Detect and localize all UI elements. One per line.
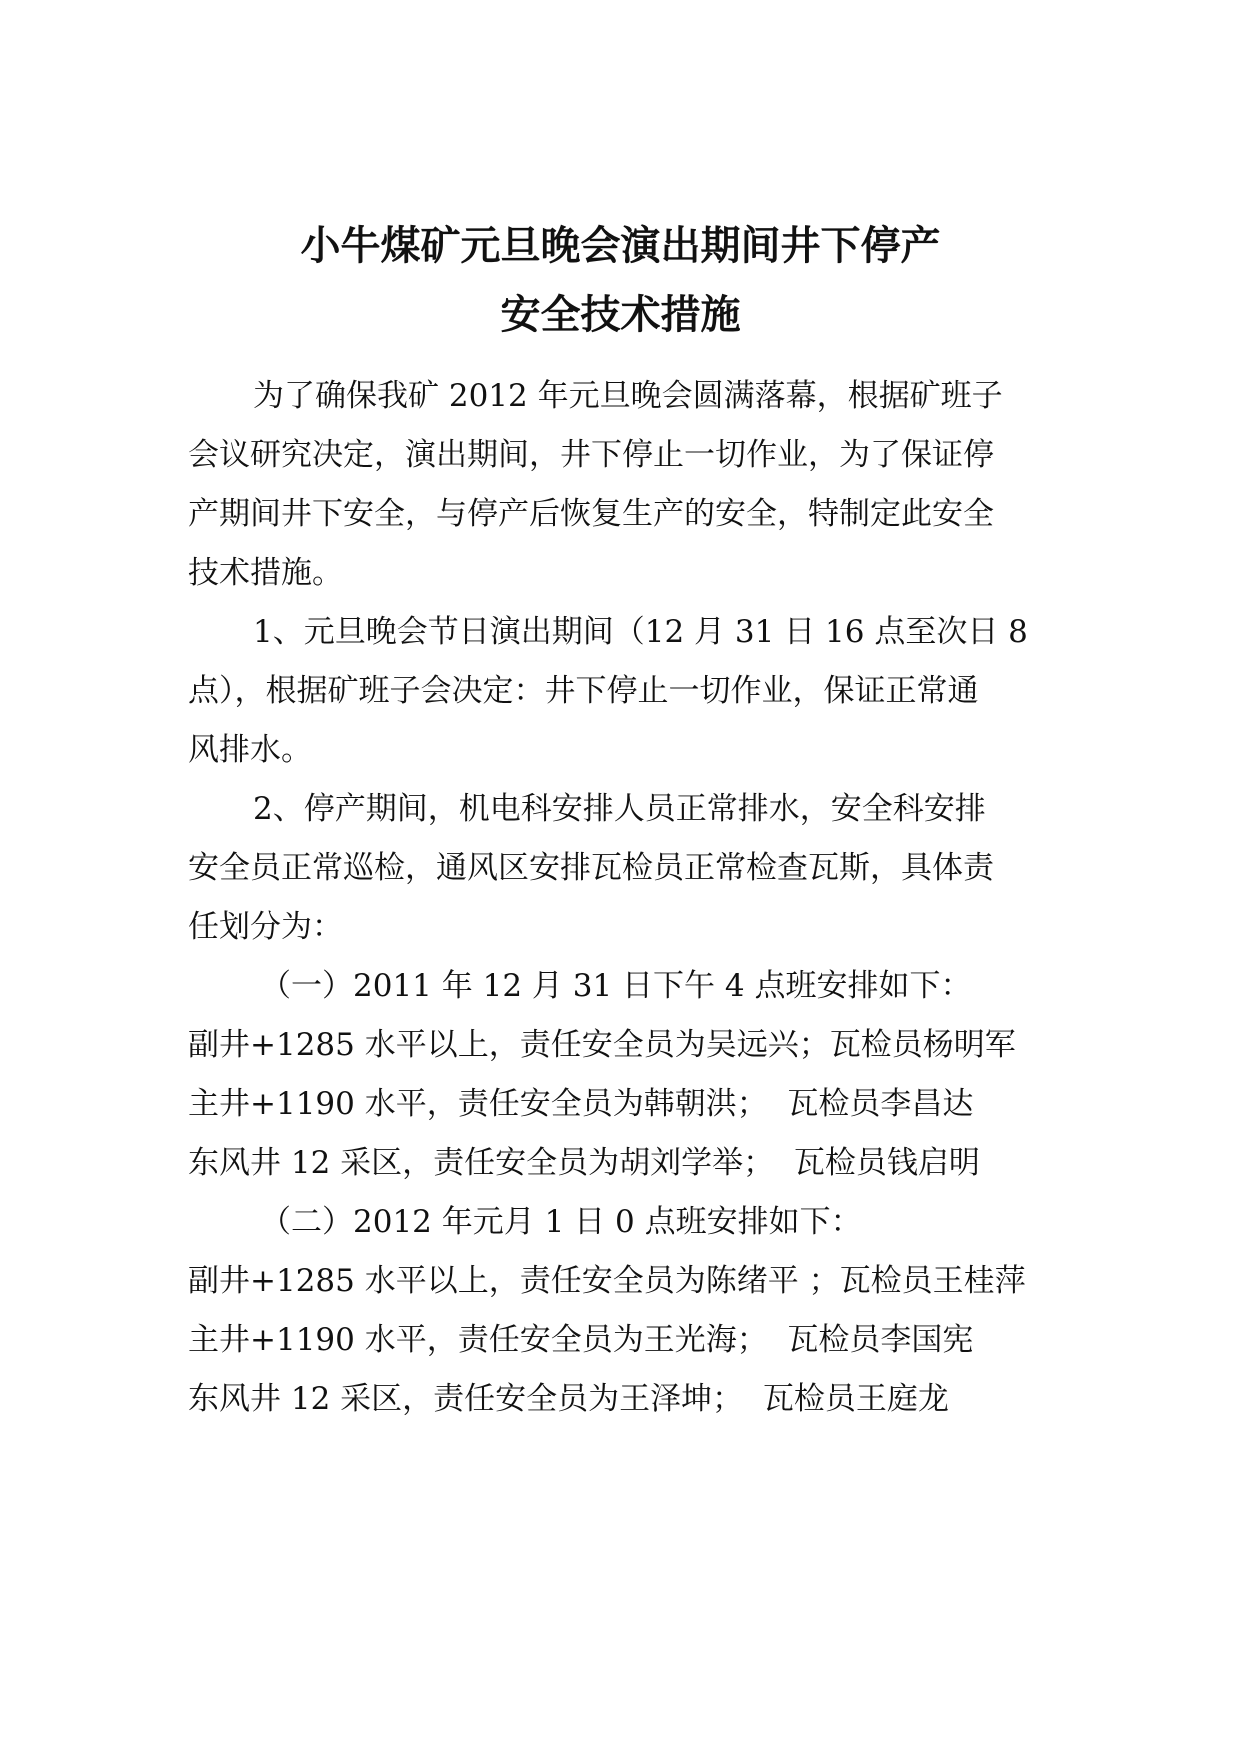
shift1-heading: （一）2011 年 12 月 31 日下午 4 点班安排如下： <box>260 968 972 1004</box>
intro-line-1: 为了确保我矿 2012 年元旦晚会圆满落幕，根据矿班子 <box>253 378 1003 414</box>
shift2-heading: （二）2012 年元月 1 日 0 点班安排如下： <box>260 1204 862 1240</box>
item1-line-1: 1、元旦晚会节日演出期间（12 月 31 日 16 点至次日 8 <box>253 614 1028 650</box>
intro-line-2: 会议研究决定，演出期间，井下停止一切作业，为了保证停 <box>188 437 994 473</box>
document-title-line-2: 安全技术措施 <box>500 292 741 338</box>
item2-line-3: 任划分为： <box>188 909 343 945</box>
intro-line-3: 产期间井下安全，与停产后恢复生产的安全，特制定此安全 <box>188 496 994 532</box>
item1-line-3: 风排水。 <box>188 732 312 768</box>
item1-line-2: 点），根据矿班子会决定：井下停止一切作业，保证正常通 <box>188 673 979 709</box>
item2-line-1: 2、停产期间，机电科安排人员正常排水，安全科安排 <box>253 791 986 827</box>
shift2-row-2: 主井+1190 水平，责任安全员为王光海； 瓦检员李国宪 <box>188 1322 974 1358</box>
item2-line-2: 安全员正常巡检，通风区安排瓦检员正常检查瓦斯，具体责 <box>188 850 994 886</box>
intro-line-4: 技术措施。 <box>188 555 343 591</box>
shift1-row-3: 东风井 12 采区，责任安全员为胡刘学举； 瓦检员钱启明 <box>188 1145 980 1181</box>
shift1-row-1: 副井+1285 水平以上，责任安全员为吴远兴；瓦检员杨明军 <box>188 1027 1016 1063</box>
shift2-row-1: 副井+1285 水平以上，责任安全员为陈绪平 ；瓦检员王桂萍 <box>188 1263 1026 1299</box>
shift2-row-3: 东风井 12 采区，责任安全员为王泽坤； 瓦检员王庭龙 <box>188 1381 949 1417</box>
shift1-row-2: 主井+1190 水平，责任安全员为韩朝洪； 瓦检员李昌达 <box>188 1086 974 1122</box>
document-title-line-1: 小牛煤矿元旦晚会演出期间井下停产 <box>300 223 941 269</box>
